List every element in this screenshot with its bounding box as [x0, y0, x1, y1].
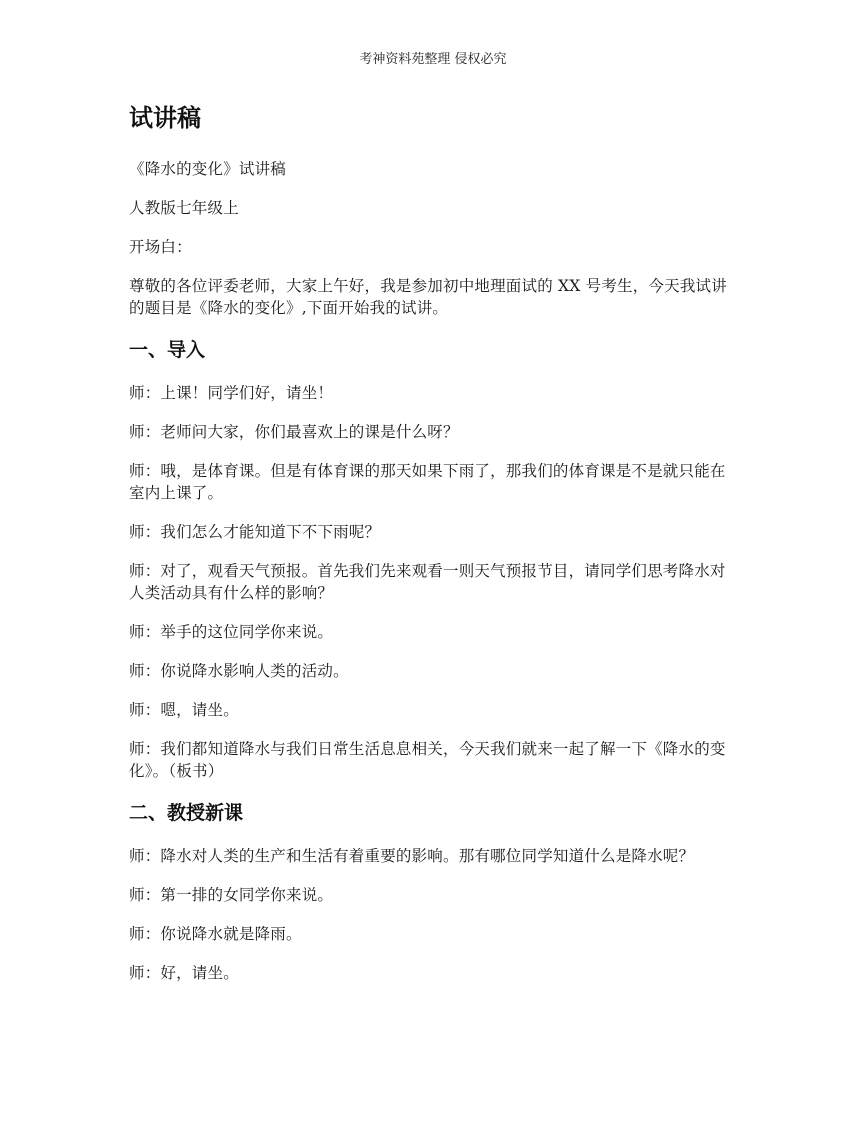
- opening-label: 开场白：: [129, 238, 192, 256]
- dialogue-line: 师：上课！同学们好，请坐！: [129, 384, 334, 402]
- dialogue-line: 师：哦，是体育课。但是有体育课的那天如果下雨了，那我们的体育课是不是就只能在室内上课了。: [129, 462, 726, 502]
- dialogue-line: 师：举手的这位同学你来说。: [129, 623, 334, 641]
- dialogue-line: 师：你说降水影响人类的活动。: [129, 662, 349, 680]
- dialogue-line: 师：第一排的女同学你来说。: [129, 886, 334, 904]
- lesson-title: 《降水的变化》试讲稿: [129, 160, 287, 178]
- section-heading-new-lesson: 二、教授新课: [129, 802, 244, 824]
- dialogue-line: 师：你说降水就是降雨。: [129, 925, 302, 943]
- section-heading-intro: 一、导入: [129, 339, 206, 361]
- dialogue-line: 师：老师问大家，你们最喜欢上的课是什么呀？: [129, 423, 459, 441]
- dialogue-line: 师：降水对人类的生产和生活有着重要的影响。那有哪位同学知道什么是降水呢？: [129, 847, 695, 865]
- document-body: [129, 100, 741, 1001]
- page-header: 考神资料苑整理 侵权必究: [359, 52, 507, 67]
- opening-remarks: 尊敬的各位评委老师，大家上午好，我是参加初中地理面试的 XX 号考生，今天我试讲的题目是《降水的变化》,下面开始我的试讲。: [129, 277, 727, 317]
- dialogue-line: 师：好，请坐。: [129, 964, 239, 982]
- dialogue-line: 师：我们都知道降水与我们日常生活息息相关，今天我们就来一起了解一下《降水的变化》。（板书）: [129, 740, 726, 780]
- document-title: 试讲稿: [129, 104, 201, 132]
- dialogue-line: 师：对了，观看天气预报。首先我们先来观看一则天气预报节目，请同学们思考降水对人类活动具有什么样的影响？: [129, 562, 726, 602]
- dialogue-line: 师：嗯，请坐。: [129, 701, 239, 719]
- dialogue-line: 师：我们怎么才能知道下不下雨呢？: [129, 523, 381, 541]
- textbook-edition: 人教版七年级上: [129, 199, 239, 217]
